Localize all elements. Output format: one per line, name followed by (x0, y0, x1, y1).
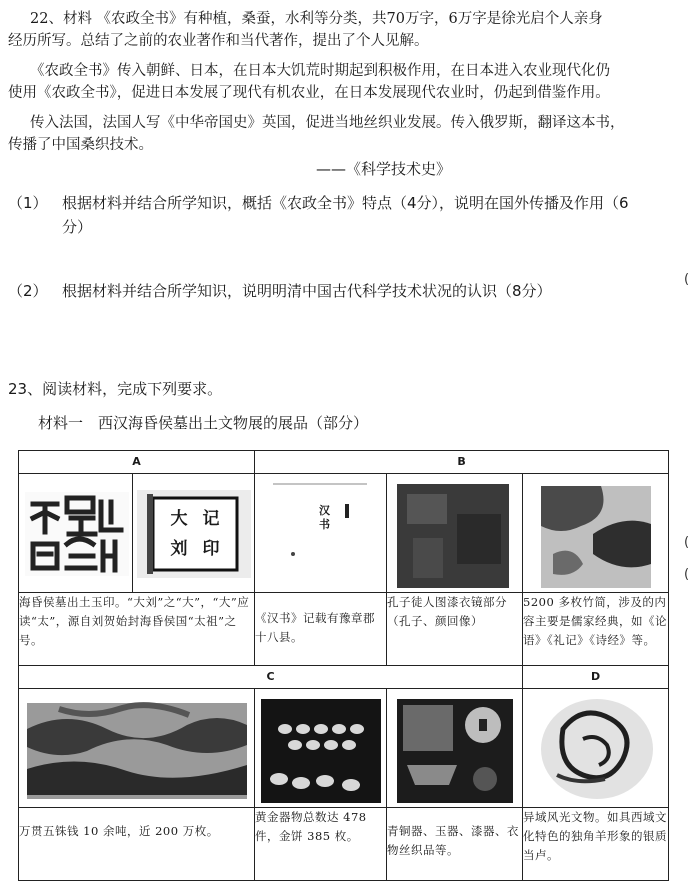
exhibit-coins-image (19, 689, 255, 808)
caption-lacquer-mirror: 孔子徒人图漆衣镜部分（孔子、颜回像） (387, 593, 523, 666)
header-b: B (255, 451, 669, 474)
caption-jade-seal: 海昏侯墓出土玉印。“大刘”之“大”，“大”应读“太”，源自刘贺始封海昏侯国“太祖”之号。 (19, 593, 255, 666)
q22-line-5: 传入法国，法国人写《中华帝国史》英国，促进当地丝织业发展。传入俄罗斯，翻译这本书， (30, 115, 625, 131)
q22-sub2-text: 根据材料并结合所学知识，说明明清中国古代科学技术状况的认识（8分） (62, 282, 552, 300)
q22-sub1-line-2: 分） (62, 218, 93, 236)
seal-char: 印 (202, 539, 220, 559)
q22-sub1-number: （1） (8, 194, 48, 212)
caption-gold: 黄金器物总数达 478 件，金饼 385 枚。 (255, 808, 387, 881)
exhibit-a-seal-image-2 (133, 474, 255, 593)
header-d: D (523, 666, 669, 689)
q22-line-4: 使用《农政全书》，促进日本发展了现代有机农业，在日本发展现代农业时，仍起到借鉴作用。 (8, 85, 610, 101)
caption-silver-ornament: 异域风光文物。如具西域文化特色的独角羊形象的银质当卢。 (523, 808, 669, 881)
margin-mark: ( (684, 567, 690, 582)
q22-sub1-line-1: 根据材料并结合所学知识，概括《农政全书》特点（4分），说明在国外传播及作用（6 (62, 194, 629, 212)
exhibit-lacquer-mirror-image (387, 474, 523, 593)
q22-sub2-number: （2） (8, 282, 48, 300)
exhibit-bronze-image (387, 689, 523, 808)
header-a: A (19, 451, 255, 474)
caption-hanshu: 《汉书》记载有豫章郡十八县。 (255, 593, 387, 666)
seal-script-image (19, 474, 133, 592)
exhibit-silver-ornament-image (523, 689, 669, 808)
caption-bronze: 青铜器、玉器、漆器、衣物丝织品等。 (387, 808, 523, 881)
q22-line-3: 《农政全书》传入朝鲜、日本，在日本大饥荒时期起到积极作用，在日本进入农业现代化仍 (30, 63, 610, 79)
q22-line-6: 传播了中国桑织技术。 (8, 137, 153, 153)
seal-char: 刘 (170, 539, 188, 559)
q22-line-1: 22、材料 《农政全书》有种植，桑蚕，水利等分类，共70万字，6万字是徐光启个人亲身 (30, 11, 603, 27)
exhibit-hanshu-image (255, 474, 387, 593)
caption-bamboo-slips: 5200 多枚竹简，涉及的内容主要是儒家经典，如《论语》《礼记》《诗经》等。 (523, 593, 669, 666)
caption-coins: 万贯五铢钱 10 余吨，近 200 万枚。 (19, 808, 255, 881)
hanshu-label: 汉书 (319, 504, 331, 531)
margin-mark: ( (684, 272, 690, 287)
exhibits-table (18, 450, 669, 881)
header-c: C (19, 666, 523, 689)
exhibit-a-seal-image-1 (19, 474, 133, 593)
seal-char: 记 (202, 509, 220, 529)
exhibit-bamboo-slips-image (523, 474, 669, 593)
q23-title: 23、阅读材料，完成下列要求。 (8, 380, 223, 398)
seal-char: 大 (170, 509, 188, 529)
q22-line-2: 经历所写。总结了之前的农业著作和当代著作，提出了个人见解。 (8, 33, 429, 49)
q22-source: ——《科学技术史》 (316, 160, 452, 178)
q23-material-1: 材料一 西汉海昏侯墓出土文物展的展品（部分） (38, 414, 369, 432)
margin-mark: ( (684, 535, 690, 550)
exhibit-gold-image (255, 689, 387, 808)
